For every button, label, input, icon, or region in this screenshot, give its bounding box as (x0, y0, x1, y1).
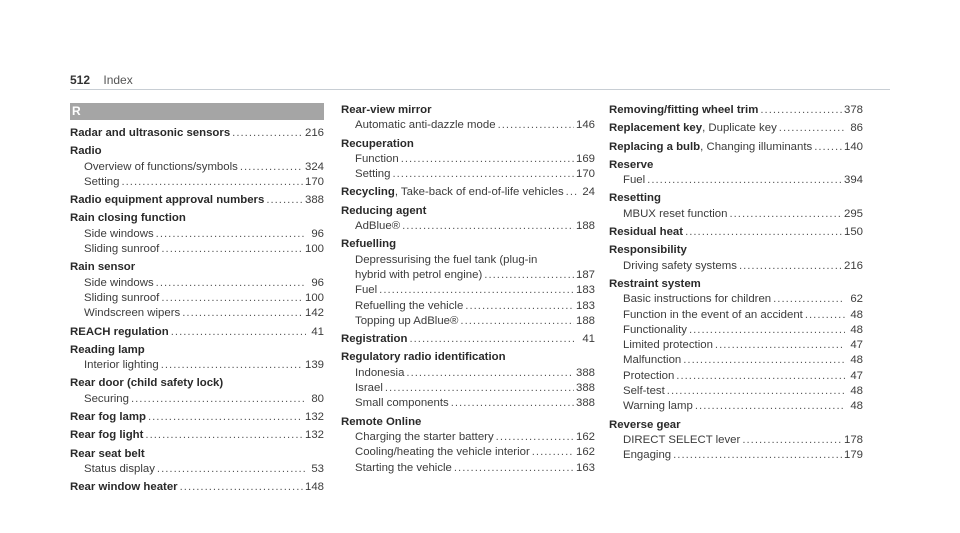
index-heading[interactable] (70, 343, 324, 358)
index-heading-label: Radar and ultrasonic sensors (70, 127, 231, 139)
index-subentry-label: Functionality (623, 323, 687, 336)
dot-leader (121, 175, 303, 190)
page-reference[interactable]: 150 (843, 226, 863, 239)
dot-leader (739, 259, 842, 274)
index-subentry[interactable] (609, 399, 863, 414)
index-heading[interactable] (70, 260, 324, 275)
page-reference[interactable]: 179 (843, 449, 863, 462)
dot-leader (157, 462, 306, 477)
index-heading[interactable] (341, 103, 595, 118)
page-reference[interactable]: 183 (575, 299, 595, 312)
index-subentry-label: Topping up AdBlue® (355, 314, 459, 327)
dot-leader (742, 433, 842, 448)
index-subentry-label: MBUX reset function (623, 207, 728, 220)
dot-leader (161, 358, 303, 373)
index-heading-suffix: , Take-back of end-of-life vehicles (394, 186, 564, 199)
index-heading-label: Rear seat belt (70, 447, 145, 460)
dot-leader (156, 227, 306, 242)
index-subentry-label: Side windows (84, 227, 154, 240)
index-heading[interactable] (70, 211, 324, 226)
index-heading-label: Resetting (609, 192, 661, 205)
page-reference[interactable]: 188 (575, 314, 595, 327)
dot-leader (180, 480, 303, 495)
dot-leader (532, 445, 574, 460)
index-entry (70, 211, 324, 257)
page-reference[interactable]: 41 (582, 333, 595, 346)
index-subentry[interactable] (341, 283, 595, 298)
page-reference[interactable]: 48 (850, 308, 863, 321)
index-heading-label: Recuperation (341, 137, 414, 150)
index-entry (341, 103, 595, 134)
index-subentry[interactable] (341, 381, 595, 396)
index-subentry-label: DIRECT SELECT lever (623, 433, 741, 446)
index-subentry-label: Status display (84, 462, 155, 475)
index-subentry-label: Self-test (623, 385, 665, 398)
index-column-1 (70, 103, 324, 499)
header-divider (70, 89, 890, 90)
index-heading-label: Rain sensor (70, 261, 136, 274)
index-heading[interactable] (70, 480, 324, 495)
index-entry (609, 140, 863, 155)
page-reference[interactable]: 80 (311, 392, 324, 405)
dot-leader (161, 291, 303, 306)
dot-leader (392, 167, 574, 182)
page-reference[interactable]: 47 (850, 339, 863, 352)
page-reference[interactable]: 162 (575, 446, 595, 459)
index-subentry-label: Refuelling the vehicle (355, 299, 464, 312)
page-reference[interactable]: 142 (304, 307, 324, 320)
index-subentry[interactable] (609, 207, 863, 222)
index-entry (609, 225, 863, 240)
index-entry (609, 191, 863, 222)
page-reference[interactable]: 178 (843, 433, 863, 446)
index-subentry-label: Setting (355, 168, 391, 181)
dot-leader (773, 292, 845, 307)
page-reference[interactable]: 188 (575, 220, 595, 233)
section-title: Index (103, 73, 133, 87)
page-number: 512 (70, 73, 91, 87)
index-entry (341, 415, 595, 476)
index-entry (70, 325, 324, 340)
index-entry (70, 428, 324, 443)
index-subentry-label: Automatic anti-dazzle mode (355, 119, 496, 132)
index-subentry-label: Fuel (355, 284, 378, 297)
index-subentry-label: Warning lamp (623, 400, 693, 413)
dot-leader (131, 392, 306, 407)
page-reference[interactable]: 53 (311, 462, 324, 475)
dot-leader (385, 381, 574, 396)
index-entry (70, 376, 324, 407)
index-entry (70, 144, 324, 190)
index-entry (609, 103, 863, 118)
page-reference[interactable]: 394 (843, 174, 863, 187)
index-column-2 (341, 103, 595, 479)
index-subentry-label: Basic instructions for children (623, 293, 772, 306)
page-reference[interactable]: 62 (850, 293, 863, 306)
index-subentry-label: Overview of functions/symbols (84, 160, 238, 173)
dot-leader (676, 369, 845, 384)
index-subentry-label: Setting (84, 175, 120, 188)
index-heading[interactable] (70, 193, 324, 208)
index-entry (609, 277, 863, 415)
index-heading-label: Rear fog lamp (70, 411, 146, 424)
dot-leader (779, 121, 845, 136)
index-heading-label: Removing/fitting wheel trim (609, 104, 759, 116)
index-heading[interactable] (70, 410, 324, 425)
dot-leader (240, 160, 303, 175)
index-heading-label: Rain closing function (70, 212, 186, 225)
index-subentry[interactable] (609, 338, 863, 353)
index-subentry-label: hybrid with petrol engine) (355, 268, 483, 281)
index-heading[interactable] (609, 140, 863, 155)
index-heading-label: Rear door (child safety lock) (70, 377, 224, 390)
index-subentry[interactable] (609, 433, 863, 448)
dot-leader (465, 299, 574, 314)
index-heading-label: Reverse gear (609, 418, 681, 431)
dot-leader (760, 103, 842, 118)
index-heading-label: Radio (70, 145, 102, 158)
dot-leader (729, 207, 842, 222)
index-subentry-label: Indonesia (355, 366, 405, 379)
dot-leader (484, 268, 574, 283)
index-subentry[interactable] (70, 291, 324, 306)
index-heading-label: Replacement key (609, 122, 703, 135)
index-heading-label: Reducing agent (341, 204, 427, 217)
index-entry (341, 350, 595, 411)
index-heading-label: Radio equipment approval numbers (70, 194, 265, 207)
index-subentry-label: Limited protection (623, 339, 713, 352)
index-subentry[interactable] (70, 392, 324, 407)
index-heading[interactable] (70, 325, 324, 340)
index-heading-label: Residual heat (609, 226, 684, 239)
dot-leader (409, 332, 577, 347)
index-subentry[interactable] (341, 253, 595, 268)
page-reference[interactable]: 132 (304, 429, 324, 442)
page-reference[interactable]: 162 (575, 430, 595, 443)
index-subentry[interactable] (70, 276, 324, 291)
index-entry (341, 137, 595, 183)
dot-leader (451, 396, 574, 411)
page-reference[interactable]: 96 (311, 276, 324, 289)
index-entry (70, 480, 324, 495)
index-subentry-label: Fuel (623, 174, 646, 187)
index-subentry-label: Starting the vehicle (355, 461, 452, 474)
index-subentry[interactable] (609, 384, 863, 399)
dot-leader (156, 276, 306, 291)
index-heading[interactable] (70, 447, 324, 462)
page-reference[interactable]: 48 (850, 400, 863, 413)
index-subentry[interactable] (70, 175, 324, 190)
index-subentry[interactable] (70, 227, 324, 242)
dot-leader (805, 308, 845, 323)
dot-leader (171, 325, 306, 340)
index-entry (609, 158, 863, 189)
dot-leader (402, 219, 574, 234)
dot-leader (148, 410, 303, 425)
index-heading-label: Regulatory radio identification (341, 351, 506, 364)
index-heading[interactable] (341, 137, 595, 152)
index-subentry[interactable] (341, 366, 595, 381)
index-heading[interactable] (609, 121, 863, 136)
page-reference[interactable]: 148 (304, 481, 324, 494)
index-subentry[interactable] (341, 268, 595, 283)
index-subentry-label: Function (355, 152, 399, 165)
dot-leader (673, 448, 842, 463)
index-subentry[interactable] (341, 118, 595, 133)
index-subentry-label: Engaging (623, 449, 672, 462)
index-column-3 (609, 103, 863, 467)
dot-leader (401, 152, 574, 167)
page-reference[interactable]: 41 (311, 325, 324, 338)
index-subentry[interactable] (609, 323, 863, 338)
index-heading-label: Replacing a bulb (609, 140, 701, 153)
page-reference[interactable]: 295 (843, 207, 863, 220)
index-heading-label: Restraint system (609, 277, 701, 290)
index-entry (70, 260, 324, 321)
index-subentry[interactable] (341, 461, 595, 476)
index-subentry-label: Depressurising the fuel tank (plug-in (355, 253, 538, 266)
index-subentry-label: Protection (623, 369, 675, 382)
page-reference[interactable]: 132 (304, 411, 324, 424)
page-reference[interactable]: 388 (575, 397, 595, 410)
dot-leader (454, 461, 574, 476)
index-subentry[interactable] (70, 242, 324, 257)
dot-leader (406, 366, 574, 381)
index-heading[interactable] (341, 332, 595, 347)
index-subentry[interactable] (70, 306, 324, 321)
dot-leader (145, 428, 303, 443)
index-subentry[interactable] (341, 430, 595, 445)
page-reference[interactable]: 378 (843, 104, 863, 116)
dot-leader (647, 173, 842, 188)
dot-leader (667, 384, 845, 399)
page-reference[interactable]: 388 (304, 194, 324, 207)
index-heading[interactable] (609, 191, 863, 206)
index-entry (70, 410, 324, 425)
index-subentry-label: Driving safety systems (623, 259, 737, 272)
index-heading[interactable] (609, 277, 863, 292)
index-subentry[interactable] (70, 462, 324, 477)
index-heading[interactable] (609, 158, 863, 173)
page-reference[interactable]: 48 (850, 385, 863, 398)
dot-leader (379, 283, 574, 298)
index-subentry[interactable] (609, 369, 863, 384)
index-heading-label: Registration (341, 333, 408, 346)
index-entry (609, 418, 863, 464)
page-reference[interactable]: 388 (575, 382, 595, 395)
page-reference[interactable]: 100 (304, 243, 324, 256)
index-entry (70, 343, 324, 374)
dot-leader (161, 242, 303, 257)
index-subentry[interactable] (341, 314, 595, 329)
page-reference[interactable]: 86 (850, 122, 863, 135)
page-reference[interactable]: 163 (575, 461, 595, 474)
index-subentry[interactable] (341, 219, 595, 234)
index-heading-label: Remote Online (341, 415, 422, 428)
index-subentry-label: Securing (84, 392, 129, 405)
index-heading[interactable] (341, 237, 595, 252)
index-subentry[interactable] (341, 445, 595, 460)
page-reference[interactable]: 140 (843, 140, 863, 153)
index-subentry[interactable] (341, 152, 595, 167)
index-subentry[interactable] (70, 358, 324, 373)
index-entry (341, 185, 595, 200)
index-heading[interactable] (341, 185, 595, 200)
page-reference[interactable]: 100 (304, 291, 324, 304)
page-reference[interactable]: 216 (304, 127, 324, 139)
letter-heading: R (70, 103, 324, 120)
page-reference[interactable]: 146 (575, 119, 595, 132)
index-entry (341, 204, 595, 235)
dot-leader (566, 185, 577, 200)
page-reference[interactable]: 216 (843, 259, 863, 272)
index-subentry-label: AdBlue® (355, 220, 401, 233)
dot-leader (689, 323, 845, 338)
index-heading-suffix: , Duplicate key (702, 122, 777, 135)
dot-leader (496, 430, 574, 445)
index-heading-suffix: , Changing illuminants (700, 140, 813, 153)
index-heading-label: Rear fog light (70, 429, 144, 442)
index-heading[interactable] (70, 376, 324, 391)
page-reference[interactable]: 48 (850, 323, 863, 336)
dot-leader (685, 225, 842, 240)
dot-leader (814, 140, 842, 155)
index-subentry-label: Cooling/heating the vehicle interior (355, 446, 530, 459)
index-subentry-label: Malfunction (623, 354, 682, 367)
index-entry (609, 121, 863, 136)
index-entry (341, 237, 595, 329)
page-reference[interactable]: 169 (575, 152, 595, 165)
index-heading[interactable] (341, 350, 595, 365)
index-heading[interactable] (70, 428, 324, 443)
index-entry (609, 243, 863, 274)
index-heading[interactable] (341, 415, 595, 430)
index-heading[interactable] (609, 225, 863, 240)
page-reference[interactable]: 24 (582, 186, 595, 199)
page-header (70, 73, 133, 87)
index-subentry[interactable] (341, 299, 595, 314)
page-reference[interactable]: 139 (304, 359, 324, 372)
index-subentry[interactable] (609, 353, 863, 368)
page-reference[interactable]: 47 (850, 369, 863, 382)
index-heading[interactable] (609, 243, 863, 258)
index-heading-label: Reserve (609, 158, 654, 171)
index-subentry-label: Windscreen wipers (84, 307, 181, 320)
index-heading[interactable] (70, 126, 324, 141)
index-heading-label: Refuelling (341, 238, 397, 251)
index-subentry[interactable] (341, 167, 595, 182)
index-heading[interactable] (70, 144, 324, 159)
index-subentry[interactable] (609, 308, 863, 323)
page-reference[interactable]: 324 (304, 160, 324, 173)
index-heading[interactable] (609, 418, 863, 433)
index-heading[interactable] (341, 204, 595, 219)
index-subentry-label: Small components (355, 397, 449, 410)
index-heading[interactable] (609, 103, 863, 118)
index-subentry-label: Israel (355, 382, 383, 395)
index-heading-label: REACH regulation (70, 325, 169, 338)
index-subentry[interactable] (609, 292, 863, 307)
page-reference[interactable]: 170 (304, 175, 324, 188)
index-heading-label: Rear-view mirror (341, 104, 432, 116)
index-subentry[interactable] (609, 173, 863, 188)
index-subentry[interactable] (609, 259, 863, 274)
index-heading-label: Responsibility (609, 244, 687, 257)
dot-leader (232, 126, 303, 141)
page-reference[interactable]: 48 (850, 354, 863, 367)
index-entry (70, 193, 324, 208)
page-reference[interactable]: 170 (575, 168, 595, 181)
index-heading-label: Recycling (341, 186, 395, 199)
index-heading-label: Rear window heater (70, 481, 178, 494)
index-subentry[interactable] (341, 396, 595, 411)
index-subentry-label: Function in the event of an accident (623, 308, 803, 321)
index-entry (70, 126, 324, 141)
page-reference[interactable]: 183 (575, 284, 595, 297)
index-subentry[interactable] (609, 448, 863, 463)
dot-leader (498, 118, 574, 133)
page-reference[interactable]: 187 (575, 268, 595, 281)
dot-leader (683, 353, 845, 368)
page-reference[interactable]: 388 (575, 366, 595, 379)
index-subentry-label: Sliding sunroof (84, 291, 160, 304)
dot-leader (460, 314, 574, 329)
index-subentry-label: Side windows (84, 276, 154, 289)
dot-leader (715, 338, 845, 353)
dot-leader (266, 193, 303, 208)
index-entry (341, 332, 595, 347)
index-heading-label: Reading lamp (70, 343, 145, 356)
index-subentry-label: Interior lighting (84, 359, 159, 372)
index-subentry[interactable] (70, 160, 324, 175)
dot-leader (182, 306, 303, 321)
index-entry (70, 447, 324, 478)
index-subentry-label: Sliding sunroof (84, 243, 160, 256)
dot-leader (695, 399, 845, 414)
page-reference[interactable]: 96 (311, 227, 324, 240)
index-subentry-label: Charging the starter battery (355, 430, 494, 443)
